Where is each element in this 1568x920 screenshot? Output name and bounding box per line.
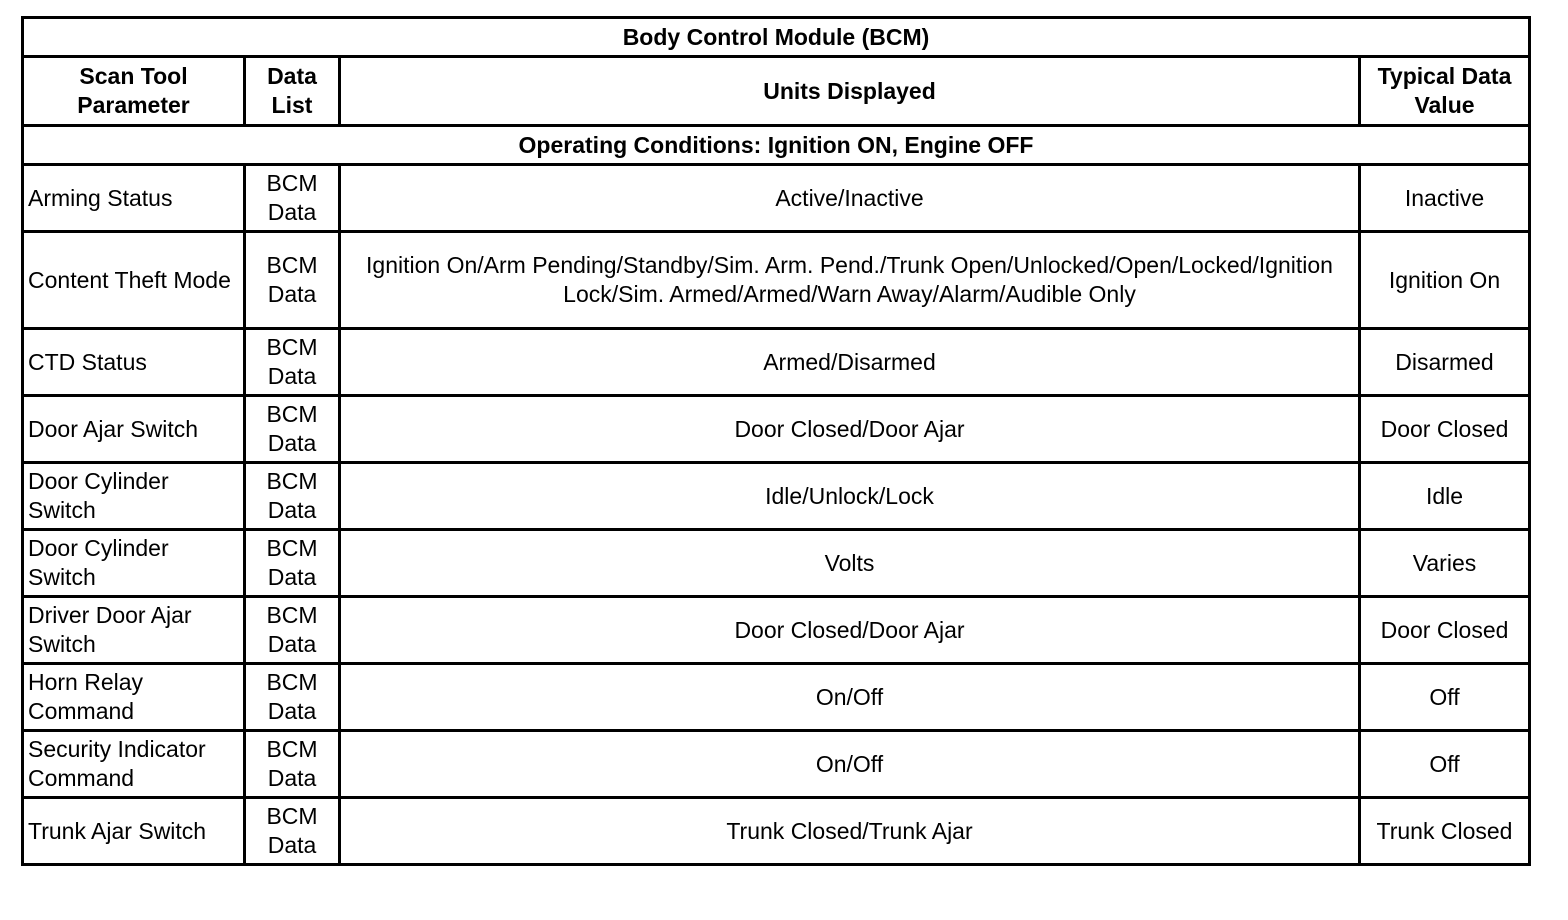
table-row [23,731,1530,798]
table-title: Body Control Module (BCM) [23,18,1530,57]
table-row [23,597,1530,664]
units-cell: Idle/Unlock/Lock [340,463,1360,530]
param-cell: Door Ajar Switch [23,396,245,463]
typical-value-cell: Ignition On [1360,232,1530,329]
typical-value-cell: Inactive [1360,165,1530,232]
header-typical-data-value: Typical Data Value [1360,57,1530,126]
table-row [23,329,1530,396]
typical-value-cell: Disarmed [1360,329,1530,396]
table-row [23,664,1530,731]
units-cell: On/Off [340,731,1360,798]
table-row [23,396,1530,463]
param-cell: Door Cylinder Switch [23,463,245,530]
typical-value-cell: Trunk Closed [1360,798,1530,865]
typical-value-cell: Door Closed [1360,597,1530,664]
header-data-list: Data List [245,57,340,126]
param-cell: Door Cylinder Switch [23,530,245,597]
param-cell: Security Indicator Command [23,731,245,798]
units-cell: Door Closed/Door Ajar [340,597,1360,664]
data-list-cell: BCM Data [245,664,340,731]
units-cell: Active/Inactive [340,165,1360,232]
data-list-cell: BCM Data [245,597,340,664]
table-row [23,463,1530,530]
data-list-cell: BCM Data [245,463,340,530]
operating-conditions-row [23,126,1530,165]
data-list-cell: BCM Data [245,165,340,232]
typical-value-cell: Varies [1360,530,1530,597]
table-title-row [23,18,1530,57]
param-cell: Trunk Ajar Switch [23,798,245,865]
param-cell: CTD Status [23,329,245,396]
typical-value-cell: Idle [1360,463,1530,530]
data-list-cell: BCM Data [245,396,340,463]
units-cell: Door Closed/Door Ajar [340,396,1360,463]
header-units-displayed: Units Displayed [340,57,1360,126]
units-cell: Armed/Disarmed [340,329,1360,396]
data-list-cell: BCM Data [245,530,340,597]
data-list-cell: BCM Data [245,329,340,396]
data-list-cell: BCM Data [245,798,340,865]
header-scan-tool-parameter: Scan Tool Parameter [23,57,245,126]
typical-value-cell: Off [1360,731,1530,798]
operating-conditions: Operating Conditions: Ignition ON, Engine OFF [23,126,1530,165]
param-cell: Arming Status [23,165,245,232]
param-cell: Driver Door Ajar Switch [23,597,245,664]
table-row [23,165,1530,232]
table-row [23,798,1530,865]
param-cell: Horn Relay Command [23,664,245,731]
typical-value-cell: Door Closed [1360,396,1530,463]
bcm-data-table [21,16,1531,866]
units-cell: Ignition On/Arm Pending/Standby/Sim. Arm. Pend./Trunk Open/Unlocked/Open/Locked/Ignition Lock/Sim. Armed/Armed/Warn Away/Alarm/Audible Only [340,232,1360,329]
units-cell: On/Off [340,664,1360,731]
units-cell: Volts [340,530,1360,597]
data-list-cell: BCM Data [245,232,340,329]
param-cell: Content Theft Mode [23,232,245,329]
table-row [23,530,1530,597]
data-list-cell: BCM Data [245,731,340,798]
column-header-row [23,57,1530,126]
table-row [23,232,1530,329]
typical-value-cell: Off [1360,664,1530,731]
units-cell: Trunk Closed/Trunk Ajar [340,798,1360,865]
